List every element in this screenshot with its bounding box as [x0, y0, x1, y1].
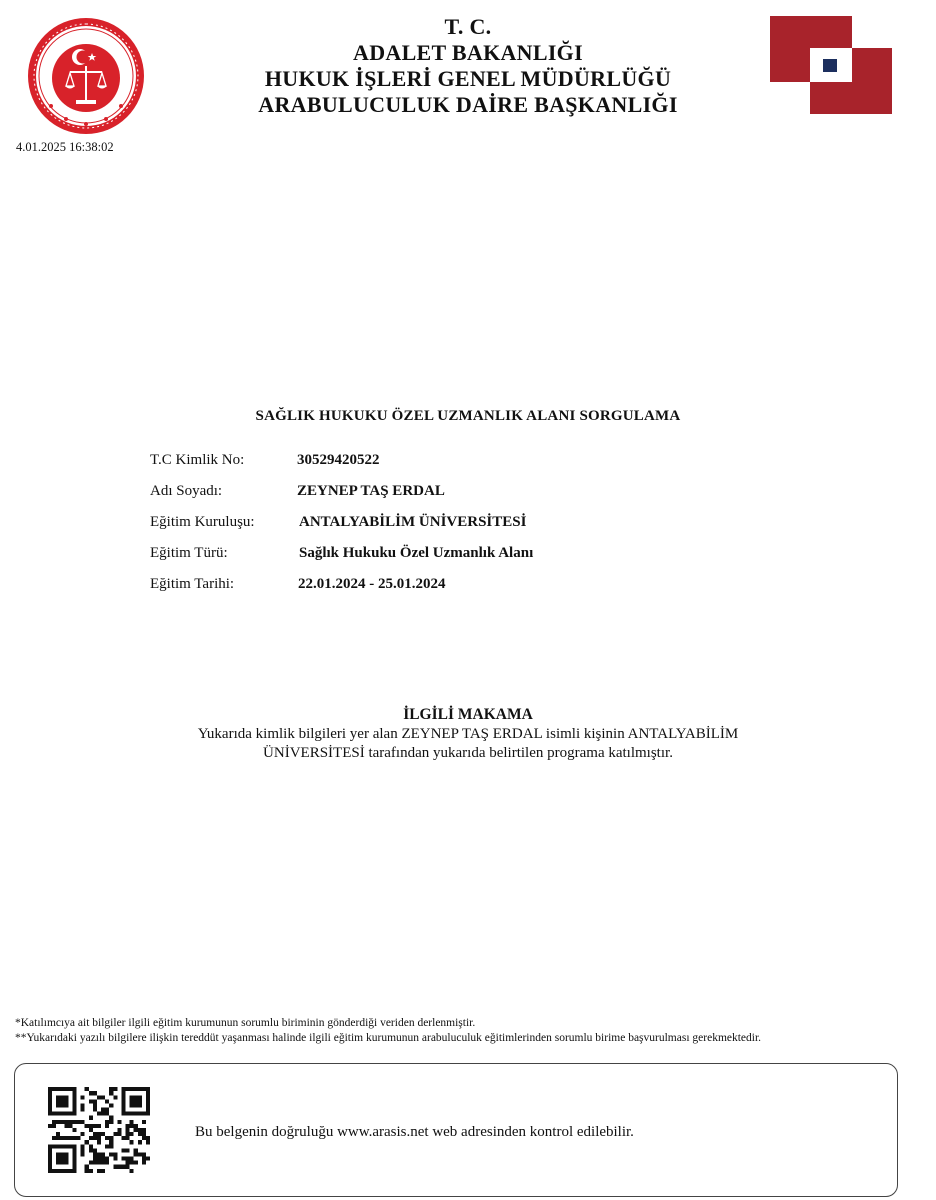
notice-line-2: ÜNİVERSİTESİ tarafından yukarıda belirtilen programa katılmıştır.: [263, 745, 673, 761]
field-value-training-date: 22.01.2024 - 25.01.2024: [298, 576, 446, 592]
mediation-logo-icon: [768, 14, 894, 116]
verification-text: Bu belgenin doğruluğu www.arasis.net web adresinden kontrol edilebilir.: [195, 1124, 634, 1140]
header-line-tc: T. C.: [444, 14, 492, 39]
field-label: Eğitim Tarihi:: [150, 576, 235, 592]
qr-code-icon[interactable]: [48, 1087, 150, 1173]
field-label: T.C Kimlik No:: [150, 452, 245, 468]
field-row-tc-id: [150, 452, 380, 469]
field-row-training-type: [150, 545, 534, 562]
field-row-training-date: [150, 576, 446, 593]
field-value-institution: ANTALYABİLİM ÜNİVERSİTESİ: [299, 514, 527, 530]
field-label: Eğitim Kuruluşu:: [150, 514, 255, 530]
notice-title: İLGİLİ MAKAMA: [403, 706, 533, 723]
field-value-name: ZEYNEP TAŞ ERDAL: [297, 483, 445, 499]
header-line-department: ARABULUCULUK DAİRE BAŞKANLIĞI: [258, 92, 678, 117]
notice-body: [80, 725, 856, 763]
print-timestamp: 4.01.2025 16:38:02: [16, 140, 114, 154]
field-row-name: [150, 483, 445, 500]
field-label: Adı Soyadı:: [150, 483, 223, 499]
section-title: SAĞLIK HUKUKU ÖZEL UZMANLIK ALANI SORGULAMA: [255, 408, 681, 424]
field-value-tc-id: 30529420522: [297, 452, 380, 468]
field-row-institution: [150, 514, 527, 531]
field-value-training-type: Sağlık Hukuku Özel Uzmanlık Alanı: [299, 545, 534, 561]
footnotes: [15, 1016, 915, 1046]
footnote-2: **Yukarıdaki yazılı bilgilere ilişkin tereddüt yaşanması halinde ilgili eğitim kurumunun arabuluculuk eğitimlerinden sorumlu birime başvurulması gerekmektedir.: [15, 1032, 762, 1044]
footnote-1: *Katılımcıya ait bilgiler ilgili eğitim kurumunun sorumlu biriminin gönderdiği veriden derlenmiştir.: [15, 1017, 476, 1029]
field-label: Eğitim Türü:: [150, 545, 228, 561]
header-line-ministry: ADALET BAKANLIĞI: [353, 40, 583, 65]
notice-line-1: Yukarıda kimlik bilgileri yer alan ZEYNEP TAŞ ERDAL isimli kişinin ANTALYABİLİM: [197, 726, 739, 742]
header-line-directorate: HUKUK İŞLERİ GENEL MÜDÜRLÜĞÜ: [264, 66, 672, 91]
